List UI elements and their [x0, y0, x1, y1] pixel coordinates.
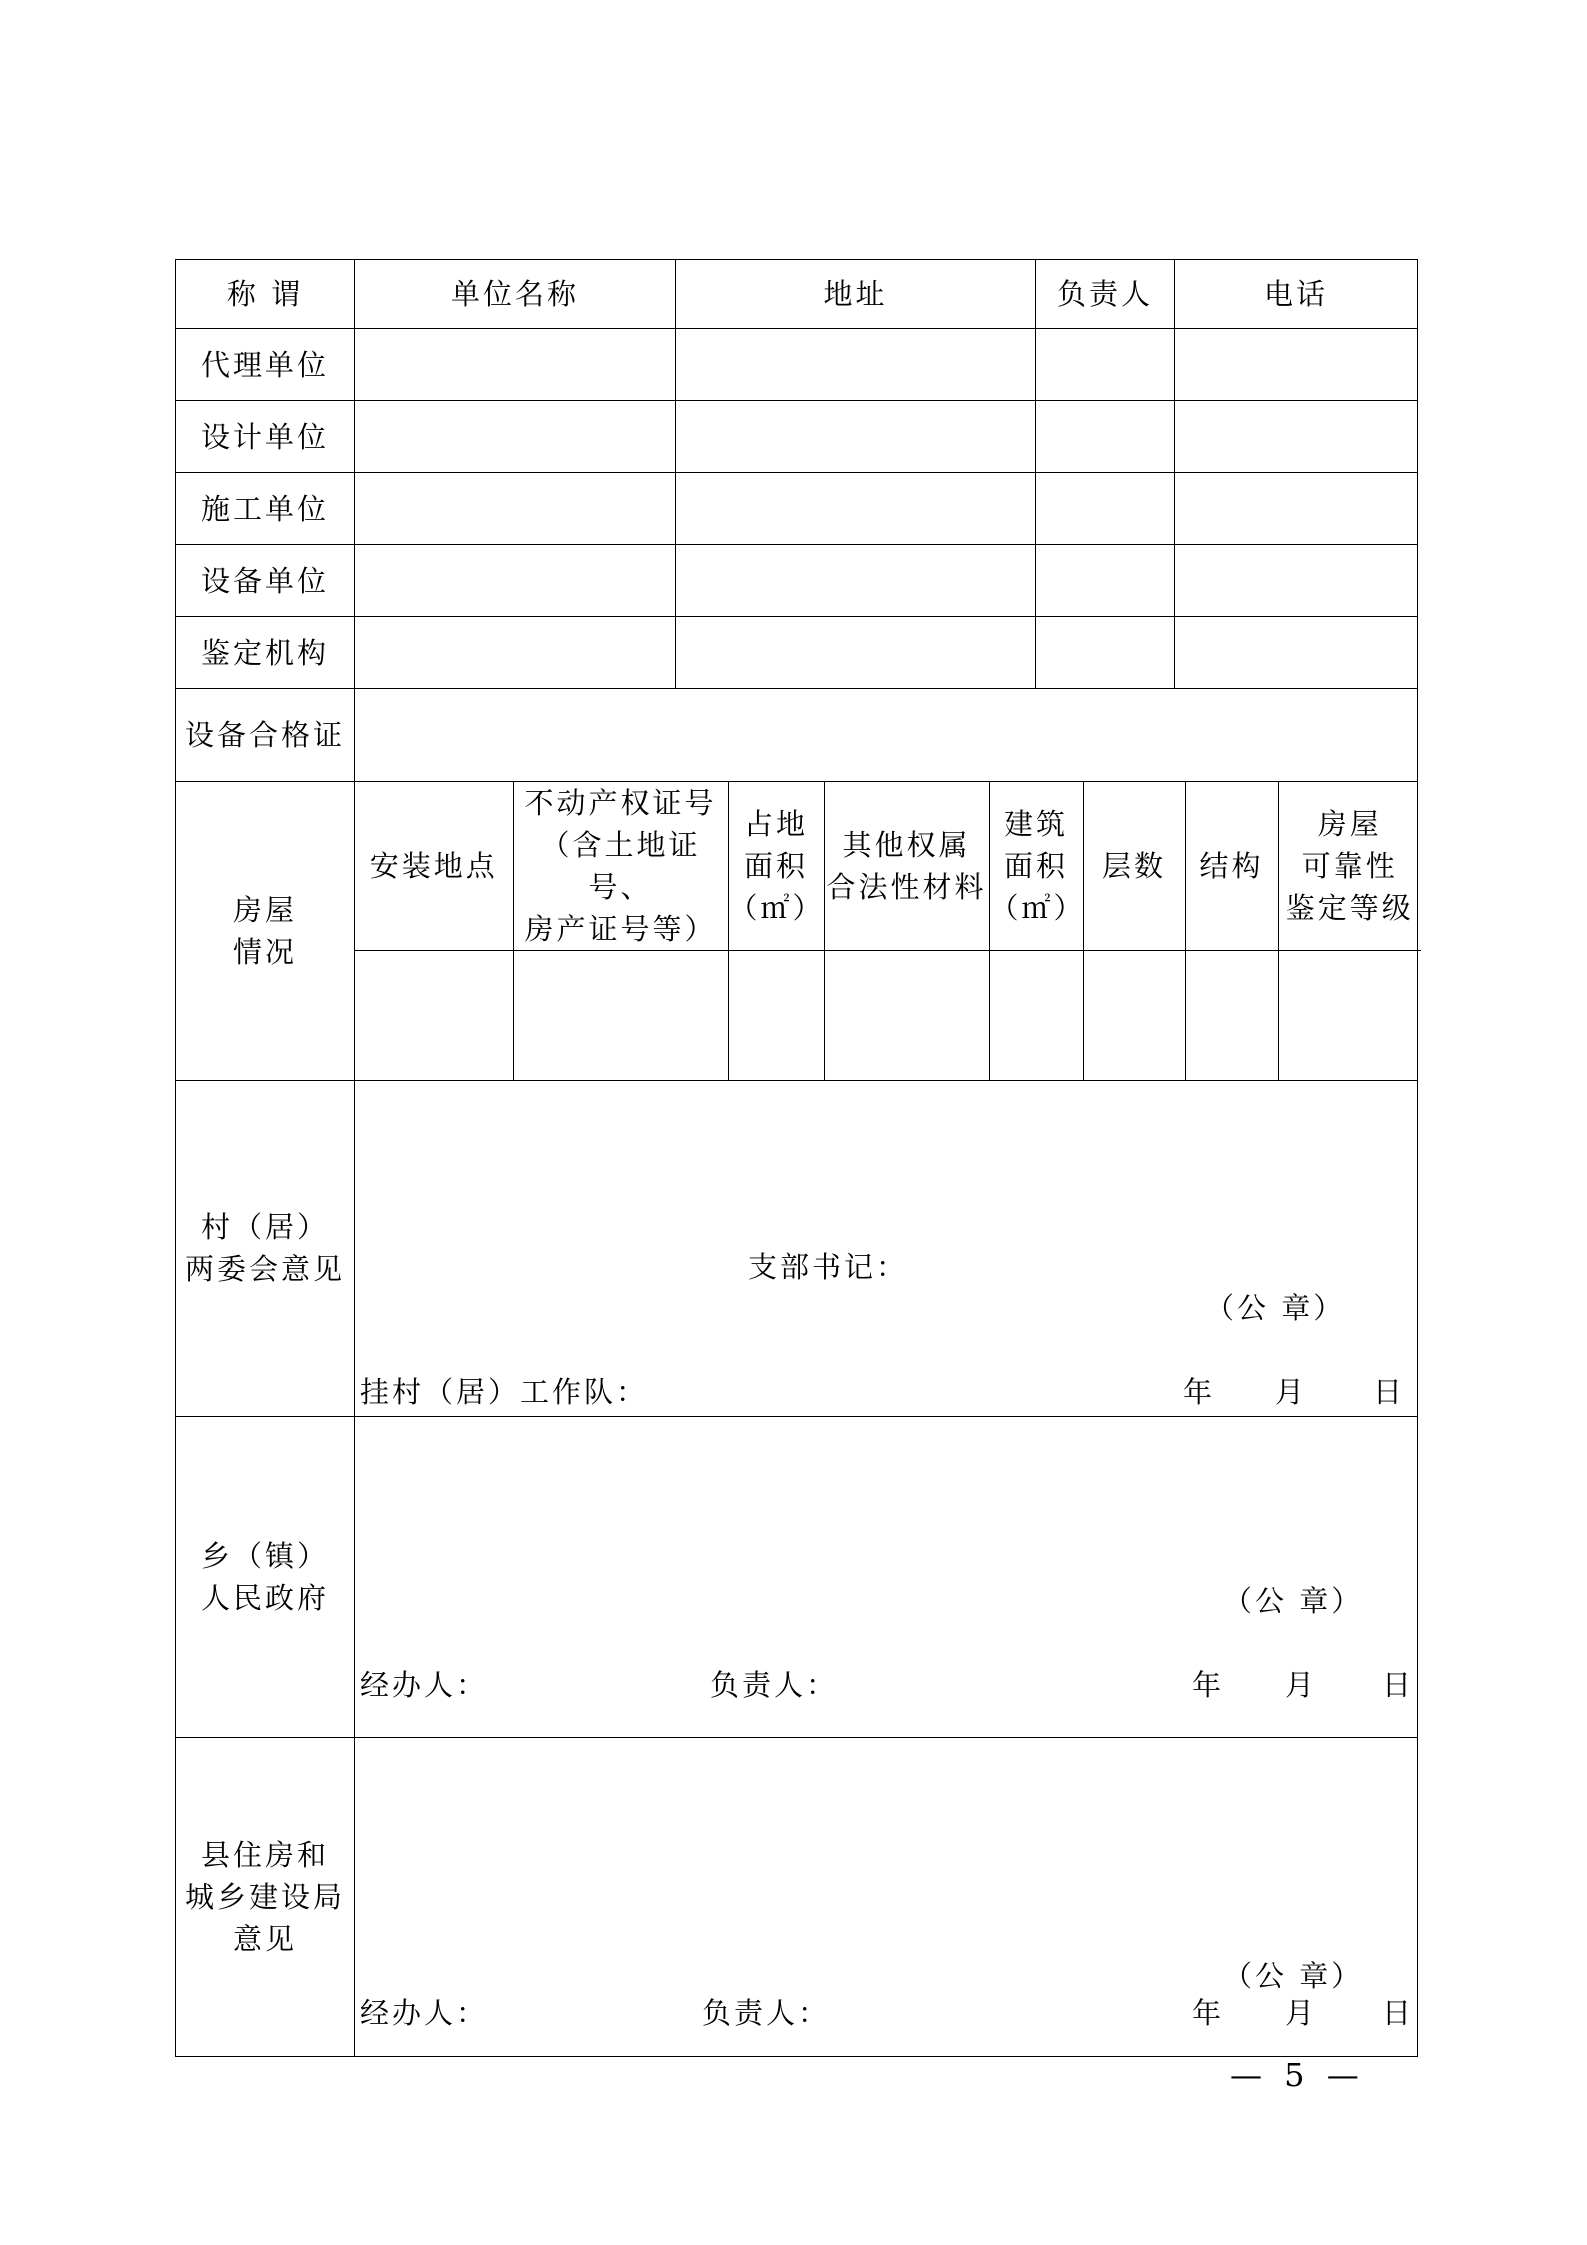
housing-value-cell[interactable]	[824, 951, 989, 1080]
unit-responsible-cell[interactable]	[1036, 473, 1175, 545]
housing-value-cell[interactable]	[355, 951, 513, 1080]
housing-row	[176, 782, 1418, 1081]
village-date-day: 日	[1373, 1374, 1406, 1409]
county-date-month: 月	[1285, 1995, 1318, 2030]
unit-responsible-cell[interactable]	[1036, 545, 1175, 617]
village-seal: （公 章）	[1205, 1290, 1346, 1325]
unit-phone-cell[interactable]	[1175, 401, 1418, 473]
header-unit-name: 单位名称	[355, 260, 676, 329]
unit-phone-cell[interactable]	[1175, 617, 1418, 689]
unit-row-equipment	[176, 545, 1418, 617]
unit-address-cell[interactable]	[676, 329, 1036, 401]
housing-label-line: 情况	[232, 934, 297, 969]
unit-address-cell[interactable]	[676, 401, 1036, 473]
village-opinion-label: 村（居） 两委会意见	[176, 1080, 355, 1416]
certificate-value-cell[interactable]	[355, 689, 1418, 782]
county-opinion-row	[176, 1737, 1418, 2056]
housing-label-line: 房屋	[232, 892, 297, 927]
unit-name-cell[interactable]	[355, 329, 676, 401]
unit-address-cell[interactable]	[676, 545, 1036, 617]
certificate-row	[176, 689, 1418, 782]
unit-label: 施工单位	[176, 473, 355, 545]
unit-name-cell[interactable]	[355, 401, 676, 473]
unit-label: 设备单位	[176, 545, 355, 617]
unit-row-agent	[176, 329, 1418, 401]
unit-phone-cell[interactable]	[1175, 473, 1418, 545]
housing-col-reliability-grade: 房屋 可靠性 鉴定等级	[1278, 782, 1421, 951]
unit-row-appraisal	[176, 617, 1418, 689]
county-handler-label: 经办人：	[360, 1995, 489, 2030]
unit-phone-cell[interactable]	[1175, 545, 1418, 617]
township-opinion-label: 乡（镇） 人民政府	[176, 1416, 355, 1737]
unit-phone-cell[interactable]	[1175, 329, 1418, 401]
village-work-team-label: 挂村（居）工作队：	[360, 1374, 649, 1409]
unit-name-cell[interactable]	[355, 473, 676, 545]
housing-value-cell[interactable]	[1083, 951, 1185, 1080]
header-phone: 电话	[1175, 260, 1418, 329]
housing-value-cell[interactable]	[1185, 951, 1278, 1080]
village-opinion-row	[176, 1080, 1418, 1416]
township-date-day: 日	[1382, 1667, 1415, 1702]
housing-col-structure: 结构	[1185, 782, 1278, 951]
housing-col-floors: 层数	[1083, 782, 1185, 951]
village-date-year: 年	[1183, 1374, 1216, 1409]
unit-responsible-cell[interactable]	[1036, 617, 1175, 689]
county-opinion-label: 县住房和 城乡建设局 意见	[176, 1737, 355, 2056]
unit-name-cell[interactable]	[355, 617, 676, 689]
housing-col-property-cert: 不动产权证号 （含土地证号、 房产证号等）	[513, 782, 728, 951]
township-leader-label: 负责人：	[710, 1667, 839, 1702]
county-date-year: 年	[1192, 1995, 1225, 2030]
header-address: 地址	[676, 260, 1036, 329]
page-number: — 5 —	[1230, 2056, 1365, 2094]
unit-row-construction	[176, 473, 1418, 545]
unit-address-cell[interactable]	[676, 473, 1036, 545]
certificate-label: 设备合格证	[176, 689, 355, 782]
unit-label: 代理单位	[176, 329, 355, 401]
housing-value-cell[interactable]	[728, 951, 824, 1080]
township-opinion-row	[176, 1416, 1418, 1737]
housing-header-row	[355, 782, 1421, 951]
unit-address-cell[interactable]	[676, 617, 1036, 689]
county-leader-label: 负责人：	[702, 1995, 831, 2030]
housing-col-land-area: 占地 面积 （㎡）	[728, 782, 824, 951]
header-responsible-person: 负责人	[1036, 260, 1175, 329]
township-date-year: 年	[1192, 1667, 1225, 1702]
housing-label	[176, 782, 355, 1081]
unit-label: 设计单位	[176, 401, 355, 473]
township-seal: （公 章）	[1223, 1583, 1364, 1618]
unit-responsible-cell[interactable]	[1036, 329, 1175, 401]
header-row	[176, 260, 1418, 329]
housing-value-cell[interactable]	[513, 951, 728, 1080]
unit-responsible-cell[interactable]	[1036, 401, 1175, 473]
unit-row-design	[176, 401, 1418, 473]
county-opinion-area[interactable]	[355, 1737, 1418, 2056]
housing-sub-table	[355, 782, 1421, 1080]
village-opinion-area[interactable]	[355, 1080, 1418, 1416]
housing-value-row	[355, 951, 1421, 1080]
application-form-table	[175, 259, 1418, 2057]
county-seal: （公 章）	[1223, 1958, 1364, 1993]
unit-label: 鉴定机构	[176, 617, 355, 689]
township-opinion-area[interactable]	[355, 1416, 1418, 1737]
housing-value-cell[interactable]	[1278, 951, 1421, 1080]
township-date-month: 月	[1285, 1667, 1318, 1702]
housing-col-install-location: 安装地点	[355, 782, 513, 951]
county-date-day: 日	[1382, 1995, 1415, 2030]
housing-details	[355, 782, 1418, 1081]
village-secretary-label: 支部书记：	[748, 1249, 909, 1284]
header-designation: 称 谓	[176, 260, 355, 329]
housing-col-other-ownership: 其他权属 合法性材料	[824, 782, 989, 951]
township-handler-label: 经办人：	[360, 1667, 489, 1702]
housing-col-building-area: 建筑 面积 （㎡）	[989, 782, 1083, 951]
village-date-month: 月	[1275, 1374, 1308, 1409]
unit-name-cell[interactable]	[355, 545, 676, 617]
housing-value-cell[interactable]	[989, 951, 1083, 1080]
